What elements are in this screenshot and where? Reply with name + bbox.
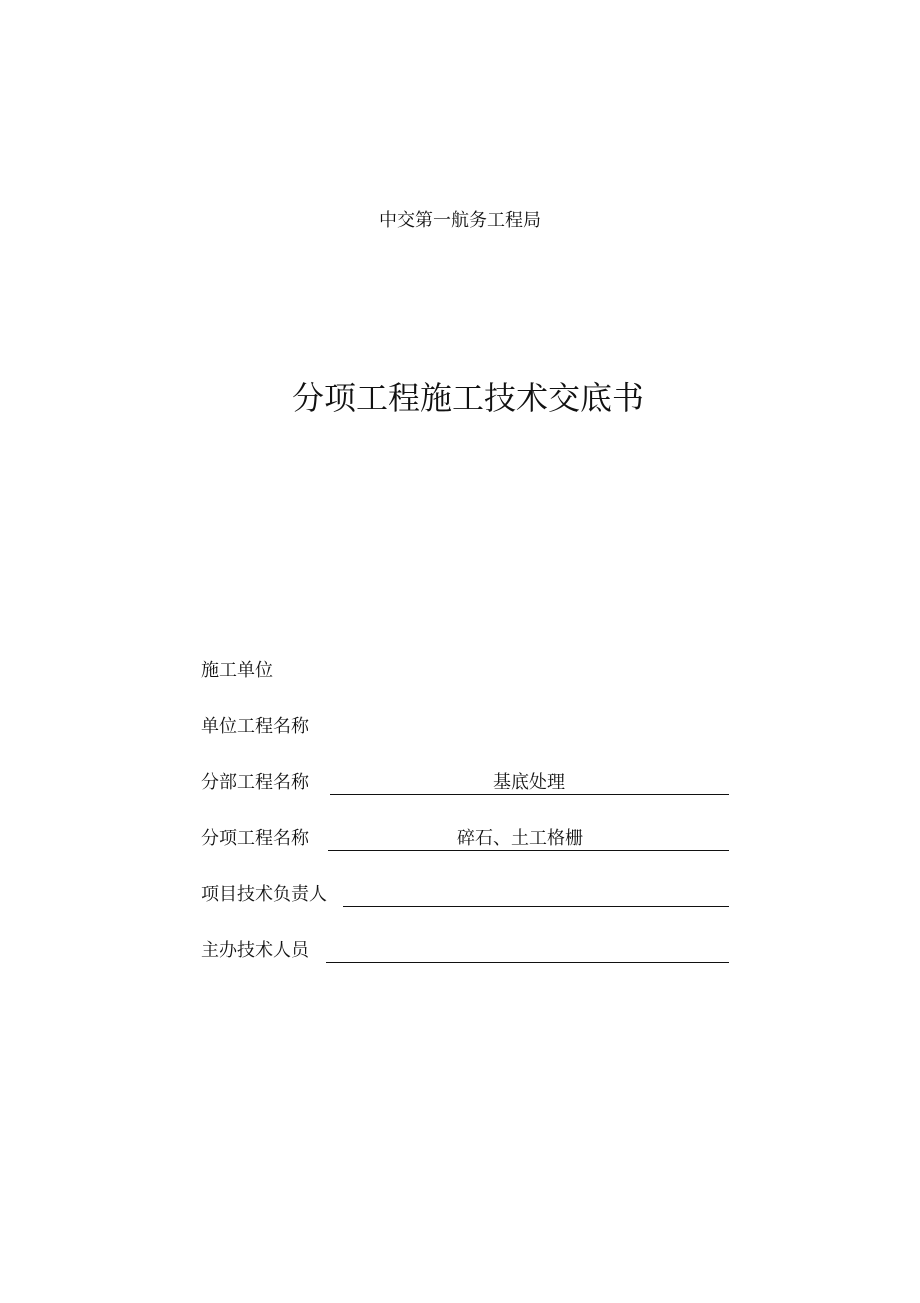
field-subdivision-project-name — [201, 771, 729, 797]
field-label: 项目技术负责人 — [201, 884, 327, 905]
field-label: 施工单位 — [201, 660, 273, 681]
field-construction-unit — [201, 659, 729, 685]
field-unit-project-name — [201, 715, 729, 741]
field-itemized-project-name — [201, 827, 729, 853]
field-label: 主办技术人员 — [201, 940, 309, 961]
field-value: 基底处理 — [493, 772, 565, 793]
fill-in-line — [326, 938, 729, 963]
field-label: 分项工程名称 — [201, 828, 309, 849]
field-label: 单位工程名称 — [201, 716, 309, 737]
fill-in-line — [343, 882, 729, 907]
field-label: 分部工程名称 — [201, 772, 309, 793]
field-value: 碎石、土工格栅 — [457, 828, 583, 849]
organization-name: 中交第一航务工程局 — [379, 210, 541, 231]
document-title: 分项工程施工技术交底书 — [291, 379, 644, 417]
field-project-technical-lead — [201, 883, 729, 909]
field-responsible-technician — [201, 939, 729, 965]
